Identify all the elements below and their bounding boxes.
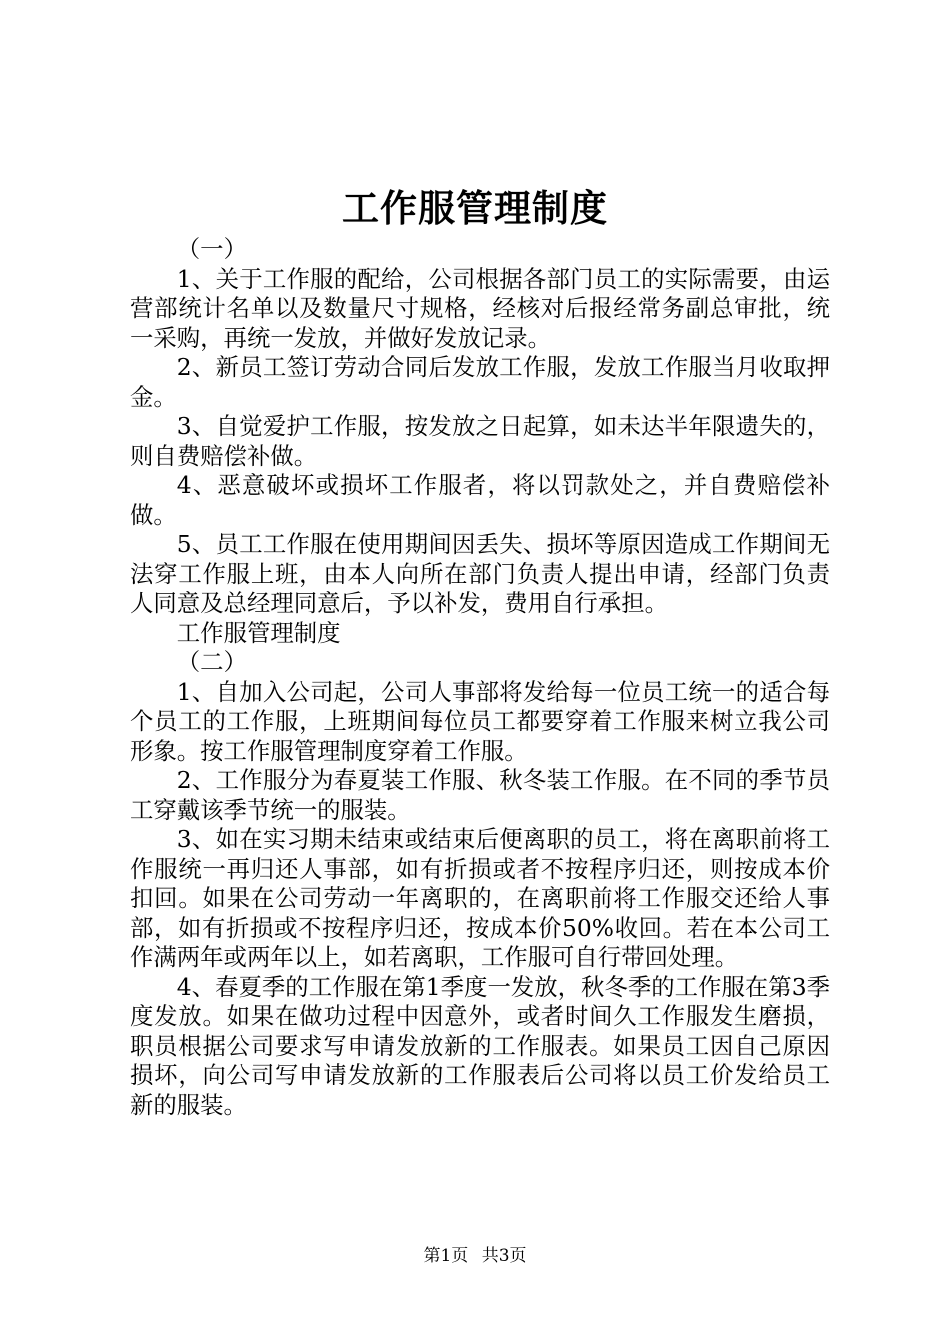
paragraph: 5、员工工作服在使用期间因丢失、损坏等原因造成工作期间无法穿工作服上班，由本人向所在部门负责人提出申请，经部门负责人同意及总经理同意后，予以补发，费用自行承担。 bbox=[130, 530, 830, 617]
paragraph: 3、如在实习期未结束或结束后便离职的员工，将在离职前将工作服统一再归还人事部，如有折损或者不按程序归还，则按成本价扣回。如果在公司劳动一年离职的，在离职前将工作服交还给人事部，如有折损或不按程序归还，按成本价50%收回。若在本公司工作满两年或两年以上，如若离职，工作服可自行带回处理。 bbox=[130, 825, 830, 971]
page-total: 共3页 bbox=[481, 1246, 527, 1266]
paragraph: 3、自觉爱护工作服，按发放之日起算，如未达半年限遗失的，则自费赔偿补做。 bbox=[130, 412, 830, 470]
page-number: 第1页 bbox=[423, 1246, 469, 1266]
paragraph: 1、自加入公司起，公司人事部将发给每一位员工统一的适合每个员工的工作服，上班期间每位员工都要穿着工作服来树立我公司形象。按工作服管理制度穿着工作服。 bbox=[130, 677, 830, 765]
document-body bbox=[130, 235, 830, 1120]
document-title: 工作服管理制度 bbox=[342, 186, 608, 230]
paragraph: 2、新员工签订劳动合同后发放工作服，发放工作服当月收取押金。 bbox=[130, 353, 830, 411]
section-heading-1: （一） bbox=[176, 235, 247, 263]
page-footer bbox=[0, 1245, 950, 1267]
paragraph: 4、春夏季的工作服在第1季度一发放，秋冬季的工作服在第3季度发放。如果在做功过程中因意外，或者时间久工作服发生磨损，职员根据公司要求写申请发放新的工作服表。如果员工因自己原因损坏，向公司写申请发放新的工作服表后公司将以员工价发给员工新的服装。 bbox=[130, 972, 830, 1119]
section-heading-2: （二） bbox=[176, 648, 247, 676]
paragraph: 2、工作服分为春夏装工作服、秋冬装工作服。在不同的季节员工穿戴该季节统一的服装。 bbox=[130, 766, 830, 824]
paragraph: 4、恶意破坏或损坏工作服者，将以罚款处之，并自费赔偿补做。 bbox=[130, 471, 830, 529]
paragraph: 1、关于工作服的配给，公司根据各部门员工的实际需要，由运营部统计名单以及数量尺寸规格，经核对后报经常务副总审批，统一采购，再统一发放，并做好发放记录。 bbox=[130, 264, 830, 352]
subtitle-repeat: 工作服管理制度 bbox=[176, 618, 341, 647]
